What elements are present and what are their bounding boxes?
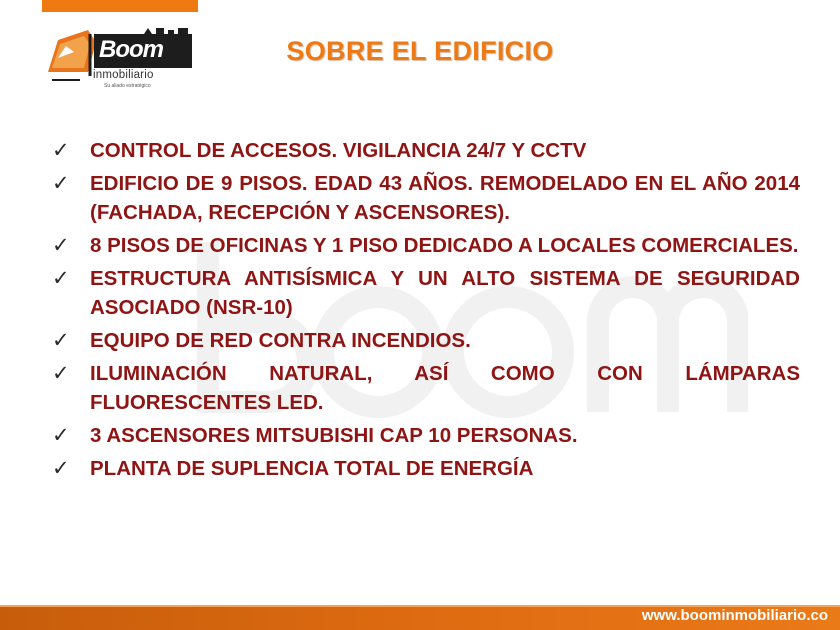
list-item: [52, 169, 800, 227]
list-item: [52, 231, 800, 260]
top-accent-bar: [42, 0, 198, 12]
list-item-text: 3 ASCENSORES MITSUBISHI CAP 10 PERSONAS.: [90, 424, 578, 447]
list-item-text: ESTRUCTURA ANTISÍSMICA Y UN ALTO SISTEMA DE SEGURIDAD ASOCIADO (NSR-10): [90, 267, 800, 319]
checkmark-icon: ✓: [52, 362, 70, 385]
list-item: [52, 326, 800, 355]
list-item: [52, 136, 800, 165]
list-item-text: EDIFICIO DE 9 PISOS. EDAD 43 AÑOS. REMODELADO EN EL AÑO 2014 (FACHADA, RECEPCIÓN Y ASCENSORES).: [90, 172, 800, 224]
list-item-text: CONTROL DE ACCESOS. VIGILANCIA 24/7 Y CCTV: [90, 139, 587, 162]
checkmark-icon: ✓: [52, 329, 70, 352]
list-item-text: EQUIPO DE RED CONTRA INCENDIOS.: [90, 329, 471, 352]
list-item-text: ILUMINACIÓN NATURAL, ASÍ COMO CON LÁMPARAS FLUORESCENTES LED.: [90, 362, 800, 414]
list-item-text: 8 PISOS DE OFICINAS Y 1 PISO DEDICADO A LOCALES COMERCIALES.: [90, 234, 799, 257]
list-item: [52, 421, 800, 450]
checkmark-icon: ✓: [52, 139, 70, 162]
list-item: [52, 454, 800, 483]
checkmark-icon: ✓: [52, 267, 70, 290]
checkmark-icon: ✓: [52, 172, 70, 195]
logo-tagline: Su aliado estratégico: [104, 83, 151, 89]
list-item: [52, 359, 800, 417]
slide-title: SOBRE EL EDIFICIO: [286, 36, 554, 66]
website-link[interactable]: www.boominmobiliario.co: [641, 607, 828, 624]
logo-subtitle: inmobiliario: [93, 69, 154, 81]
list-item: [52, 264, 800, 322]
logo-brand: Boom: [99, 36, 163, 63]
list-item-text: PLANTA DE SUPLENCIA TOTAL DE ENERGÍA: [90, 457, 534, 480]
feature-list: [52, 136, 800, 487]
checkmark-icon: ✓: [52, 457, 70, 480]
checkmark-icon: ✓: [52, 234, 70, 257]
checkmark-icon: ✓: [52, 424, 70, 447]
